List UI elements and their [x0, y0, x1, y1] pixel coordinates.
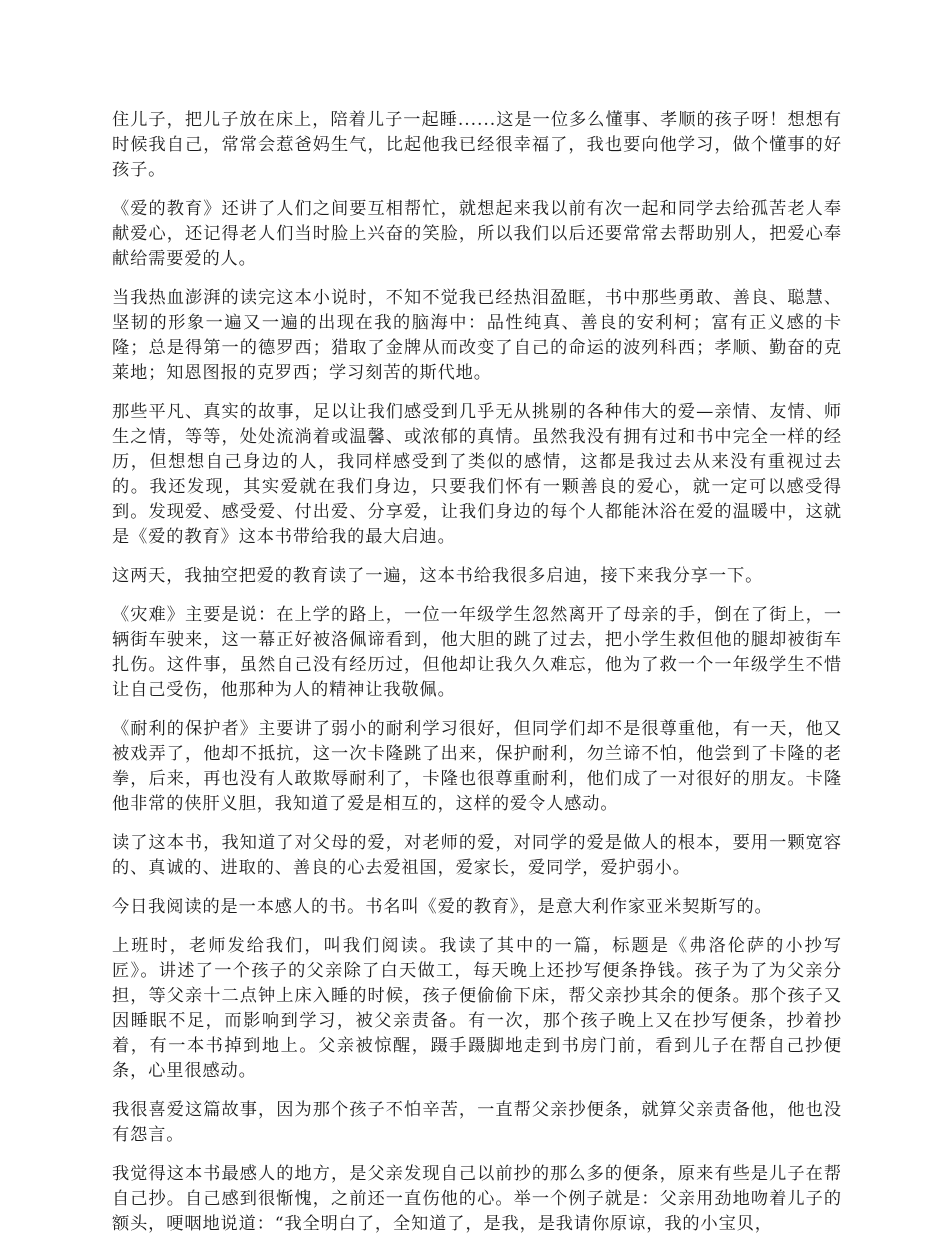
- document-body: [112, 108, 842, 1251]
- paragraph-7: 《耐利的保护者》主要讲了弱小的耐利学习很好，但同学们却不是很尊重他，有一天，他又被戏弄了，他却不抵抗，这一次卡隆跳了出来，保护耐利，勿兰谛不怕，他尝到了卡隆的老拳，后来，再也没有人敢欺辱耐利了，卡隆也很尊重耐利，他们成了一对很好的朋友。卡隆他非常的侠肝义胆，我知道了爱是相互的，这样的爱令人感动。: [112, 719, 842, 814]
- paragraph-9: 今日我阅读的是一本感人的书。书名叫《爱的教育》，是意大利作家亚米契斯写的。: [112, 897, 773, 917]
- paragraph-11: 我很喜爱这篇故事，因为那个孩子不怕辛苦，一直帮父亲抄便条，就算父亲责备他，他也没有怨言。: [112, 1100, 842, 1145]
- paragraph-12: 我觉得这本书最感人的地方，是父亲发现自己以前抄的那么多的便条，原来有些是儿子在帮自己抄。自己感到很惭愧，之前还一直伤他的心。举一个例子就是：父亲用劲地吻着儿子的额头，哽咽地说道：“我全明白了，全知道了，是我，是我请你原谅，我的小宝贝，: [112, 1164, 842, 1234]
- paragraph-1: 住儿子，把儿子放在床上，陪着儿子一起睡......这是一位多么懂事、孝顺的孩子呀！想想有时候我自己，常常会惹爸妈生气，比起他我已经很幸福了，我也要向他学习，做个懂事的好孩子。: [112, 110, 842, 180]
- paragraph-6: 《灾难》主要是说：在上学的路上，一位一年级学生忽然离开了母亲的手，倒在了街上，一辆街车驶来，这一幕正好被洛佩谛看到，他大胆的跳了过去，把小学生救但他的腿却被街车扎伤。这件事，虽然自己没有经历过，但他却让我久久难忘，他为了救一个一年级学生不惜让自己受伤，他那种为人的精神让我敬佩。: [112, 605, 842, 700]
- paragraph-2: 《爱的教育》还讲了人们之间要互相帮忙，就想起来我以前有次一起和同学去给孤苦老人奉献爱心，还记得老人们当时脸上兴奋的笑脸，所以我们以后还要常常去帮助别人，把爱心奉献给需要爱的人。: [112, 199, 842, 269]
- paragraph-4: 那些平凡、真实的故事，足以让我们感受到几乎无从挑剔的各种伟大的爱—亲情、友情、师生之情，等等，处处流淌着或温馨、或浓郁的真情。虽然我没有拥有过和书中完全一样的经历，但想想自己身边的人，我同样感受到了类似的感情，这都是我过去从来没有重视过去的。我还发现，其实爱就在我们身边，只要我们怀有一颗善良的爱心，就一定可以感受得到。发现爱、感受爱、付出爱、分享爱，让我们身边的每个人都能沐浴在爱的温暖中，这就是《爱的教育》这本书带给我的最大启迪。: [112, 402, 842, 547]
- paragraph-8: 读了这本书，我知道了对父母的爱，对老师的爱，对同学的爱是做人的根本，要用一颗宽容的、真诚的、进取的、善良的心去爱祖国，爱家长，爱同学，爱护弱小。: [112, 833, 842, 878]
- paragraph-10: 上班时，老师发给我们，叫我们阅读。我读了其中的一篇，标题是《弗洛伦萨的小抄写匠》。讲述了一个孩子的父亲除了白天做工，每天晚上还抄写便条挣钱。孩子为了为父亲分担，等父亲十二点钟上床入睡的时候，孩子便偷偷下床，帮父亲抄其余的便条。那个孩子又因睡眠不足，而影响到学习，被父亲责备。有一次，那个孩子晚上又在抄写便条，抄着抄着，有一本书掉到地上。父亲被惊醒，蹑手蹑脚地走到书房门前，看到儿子在帮自己抄便条，心里很感动。: [112, 936, 842, 1081]
- paragraph-5: 这两天，我抽空把爱的教育读了一遍，这本书给我很多启迪，接下来我分享一下。: [112, 566, 764, 586]
- paragraph-3: 当我热血澎湃的读完这本小说时，不知不觉我已经热泪盈眶，书中那些勇敢、善良、聪慧、坚韧的形象一遍又一遍的出现在我的脑海中：品性纯真、善良的安利柯；富有正义感的卡隆；总是得第一的德罗西；猎取了金牌从而改变了自己的命运的波列科西；孝顺、勤奋的克莱地；知恩图报的克罗西；学习刻苦的斯代地。: [112, 288, 842, 383]
